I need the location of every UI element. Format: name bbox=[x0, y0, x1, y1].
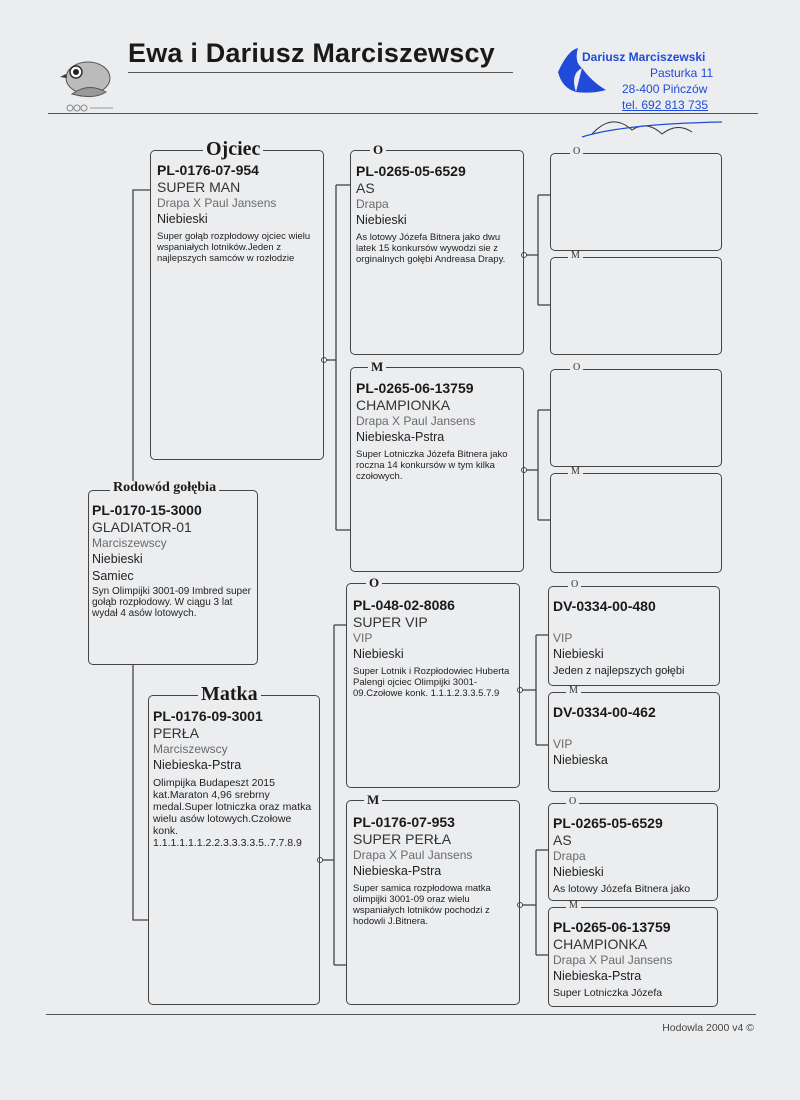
fm-desc: Super Lotniczka Józefa Bitnera jako roczna 14 konkursów w tym kilka czołowych. bbox=[356, 449, 508, 482]
mmm-legend: M bbox=[566, 901, 581, 911]
stamp-city: 28-400 Pińczów bbox=[622, 82, 708, 96]
mff-ring: DV-0334-00-480 bbox=[553, 598, 656, 614]
ffo-legend: O bbox=[570, 147, 583, 157]
ff-name: AS bbox=[356, 180, 375, 196]
ff-color: Niebieski bbox=[356, 213, 407, 227]
mfm-ring: DV-0334-00-462 bbox=[553, 704, 656, 720]
ffm-box bbox=[550, 257, 722, 355]
stamp-name: Dariusz Marciszewski bbox=[582, 50, 706, 64]
mother-name: PERŁA bbox=[153, 725, 199, 741]
mother-color: Niebieska-Pstra bbox=[153, 758, 242, 772]
fm-name: CHAMPIONKA bbox=[356, 397, 451, 413]
mother-legend: Matka bbox=[198, 684, 261, 704]
mf-content bbox=[353, 597, 518, 699]
fmo-legend: O bbox=[570, 363, 583, 373]
ff-ring: PL-0265-05-6529 bbox=[356, 163, 466, 179]
father-name: SUPER MAN bbox=[157, 179, 241, 195]
subject-desc: Syn Olimpijki 3001-09 Imbred super gołąb rozpłodowy. W ciągu 3 lat wydał 4 asów lotowych. bbox=[92, 586, 251, 619]
mmm-ring: PL-0265-06-13759 bbox=[553, 919, 671, 935]
footer-divider bbox=[46, 1014, 756, 1015]
father-ring: PL-0176-07-954 bbox=[157, 162, 259, 178]
mm-color: Niebieska-Pstra bbox=[353, 864, 442, 878]
fm-legend: M bbox=[368, 360, 386, 373]
mmm-breed: Drapa X Paul Jansens bbox=[553, 953, 673, 967]
mmf-legend: O bbox=[566, 797, 579, 807]
mmf-name: AS bbox=[553, 832, 572, 848]
fm-color: Niebieska-Pstra bbox=[356, 430, 445, 444]
mf-name: SUPER VIP bbox=[353, 614, 428, 630]
fmm-box bbox=[550, 473, 722, 573]
mff-legend: O bbox=[568, 580, 581, 590]
mmm-content bbox=[553, 919, 716, 1002]
father-breed: Drapa X Paul Jansens bbox=[157, 196, 277, 210]
page-title: Ewa i Dariusz Marciszewscy bbox=[128, 38, 495, 68]
mff-color: Niebieski bbox=[553, 647, 604, 661]
mfm-content bbox=[553, 704, 718, 769]
fm-ring: PL-0265-06-13759 bbox=[356, 380, 474, 396]
ff-breed: Drapa bbox=[356, 197, 389, 211]
mother-ring: PL-0176-09-3001 bbox=[153, 708, 263, 724]
mmm-name: CHAMPIONKA bbox=[553, 936, 648, 952]
mm-desc: Super samica rozpłodowa matka olimpijki 3001-09 oraz wielu wspaniałych lotników pochodzi z hodowli J.Bitnera. bbox=[353, 883, 491, 927]
mmm-desc: Super Lotniczka Józefa bbox=[553, 987, 663, 999]
mmf-ring: PL-0265-05-6529 bbox=[553, 815, 663, 831]
mf-color: Niebieski bbox=[353, 647, 404, 661]
ff-legend: O bbox=[370, 143, 386, 156]
fm-breed: Drapa X Paul Jansens bbox=[356, 414, 476, 428]
subject-name: GLADIATOR-01 bbox=[92, 519, 192, 535]
pedigree-legend: Rodowód gołębia bbox=[110, 481, 219, 495]
mff-breed: VIP bbox=[553, 631, 573, 645]
father-content bbox=[157, 162, 322, 264]
mf-ring: PL-048-02-8086 bbox=[353, 597, 455, 613]
fm-content bbox=[356, 380, 521, 482]
mm-content bbox=[353, 814, 518, 927]
mother-desc: Olimpijka Budapeszt 2015 kat.Maraton 4,96 srebrny medal.Super lotniczka oraz matka wielu asów lotowych.Czołowe konk. 1.1.1.1.1.1.2.2.3.3.3.3.5..7.7.8.9 bbox=[153, 777, 312, 849]
fmo-box bbox=[550, 369, 722, 467]
mm-breed: Drapa X Paul Jansens bbox=[353, 848, 473, 862]
mmf-content bbox=[553, 815, 716, 898]
ffo-box bbox=[550, 153, 722, 251]
mf-breed: VIP bbox=[353, 631, 373, 645]
mff-desc: Jeden z najlepszych gołębi bbox=[553, 665, 685, 677]
mmf-color: Niebieski bbox=[553, 865, 604, 879]
father-desc: Super gołąb rozpłodowy ojciec wielu wspaniałych lotników.Jeden z najlepszych samców w rozłodzie bbox=[157, 231, 311, 264]
mother-content bbox=[153, 708, 317, 849]
mfm-color: Niebieska bbox=[553, 753, 608, 767]
stamp-street: Pasturka 11 bbox=[650, 66, 714, 80]
mff-content bbox=[553, 598, 718, 680]
mm-ring: PL-0176-07-953 bbox=[353, 814, 455, 830]
mmf-desc: As lotowy Józefa Bitnera jako bbox=[553, 883, 691, 895]
subject-ring: PL-0170-15-3000 bbox=[92, 502, 202, 518]
subject-breeder: Marciszewscy bbox=[92, 536, 167, 550]
stamp-phone: tel. 692 813 735 bbox=[622, 98, 709, 112]
footer-text: Hodowla 2000 v4 © bbox=[662, 1022, 754, 1034]
ff-content bbox=[356, 163, 521, 265]
subject-sex: Samiec bbox=[92, 569, 134, 583]
mother-breed: Marciszewscy bbox=[153, 742, 228, 756]
mmm-color: Niebieska-Pstra bbox=[553, 969, 642, 983]
mfm-breed: VIP bbox=[553, 737, 573, 751]
father-color: Niebieski bbox=[157, 212, 208, 226]
mfm-legend: M bbox=[566, 686, 581, 696]
mm-legend: M bbox=[364, 793, 382, 806]
ff-desc: As lotowy Józefa Bitnera jako dwu latek 15 konkursów wywodzi sie z orginalnych gołębi Andreasa Drapy. bbox=[356, 232, 506, 265]
mmf-breed: Drapa bbox=[553, 849, 586, 863]
subject-content bbox=[92, 502, 256, 619]
mf-desc: Super Lotnik i Rozpłodowiec Huberta Palengi ojciec Olimpijki 3001-09.Czołowe konk. 1.1.1.2.3.3.5.7.9 bbox=[353, 666, 510, 699]
ffm-legend: M bbox=[568, 251, 583, 261]
father-legend: Ojciec bbox=[203, 139, 263, 159]
mm-name: SUPER PERŁA bbox=[353, 831, 452, 847]
mf-legend: O bbox=[366, 576, 382, 589]
subject-color: Niebieski bbox=[92, 552, 143, 566]
fmm-legend: M bbox=[568, 467, 583, 477]
